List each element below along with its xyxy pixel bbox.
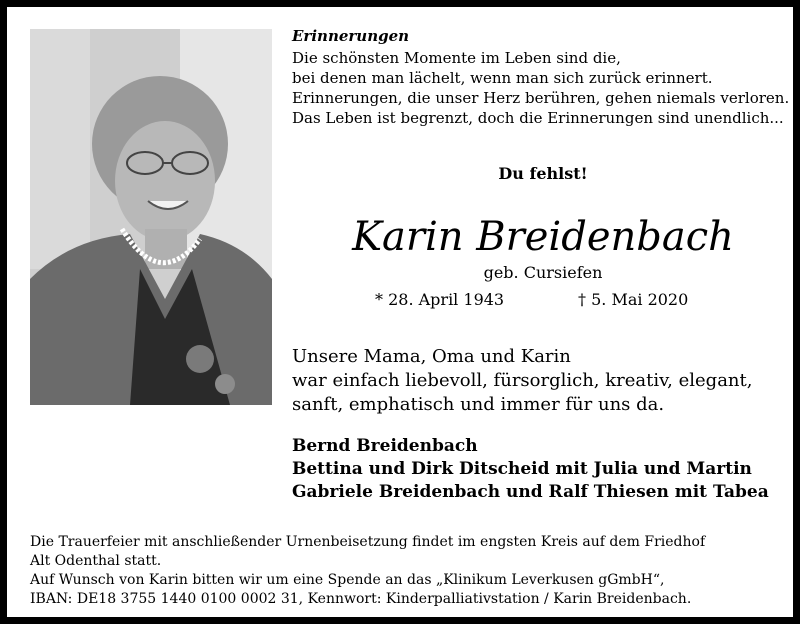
poem-line: bei denen man lächelt, wenn man sich zurück erinnert. [292, 69, 713, 87]
portrait-photo [30, 29, 272, 405]
funeral-notice [30, 533, 705, 609]
family-line: Bettina und Dirk Ditscheid mit Julia und Martin [292, 459, 752, 479]
poem [292, 48, 792, 128]
tribute-line: sanft, emphatisch und immer für uns da. [292, 394, 665, 415]
family-line: Bernd Breidenbach [292, 436, 478, 456]
notice-line: Die Trauerfeier mit anschließender Urnenbeisetzung findet im engsten Kreis auf dem Friedhof [30, 534, 706, 550]
poem-line: Das Leben ist begrenzt, doch die Erinnerungen sind unendlich... [292, 109, 784, 127]
poem-line: Die schönsten Momente im Leben sind die, [292, 49, 621, 67]
family-signatures [292, 435, 769, 504]
birth-name: geb. Cursiefen [483, 263, 603, 282]
miss-you-text: Du fehlst! [498, 164, 588, 183]
death-date: † 5. Mai 2020 [578, 290, 689, 309]
notice-line: Alt Odenthal statt. [30, 553, 162, 569]
birth-date: * 28. April 1943 [375, 290, 505, 309]
tribute-text [292, 345, 752, 417]
notice-line: IBAN: DE18 3755 1440 0100 0002 31, Kennwort: Kinderpalliativstation / Karin Breidenbach. [30, 591, 692, 607]
deceased-name: Karin Breidenbach [352, 214, 734, 260]
heading-memories: Erinnerungen [292, 27, 410, 45]
notice-line: Auf Wunsch von Karin bitten wir um eine Spende an das „Klinikum Leverkusen gGmbH“, [30, 572, 665, 588]
tribute-line: Unsere Mama, Oma und Karin [292, 346, 571, 367]
family-line: Gabriele Breidenbach und Ralf Thiesen mit Tabea [292, 482, 769, 502]
tribute-line: war einfach liebevoll, fürsorglich, kreativ, elegant, [292, 370, 753, 391]
poem-line: Erinnerungen, die unser Herz berühren, gehen niemals verloren. [292, 89, 790, 107]
